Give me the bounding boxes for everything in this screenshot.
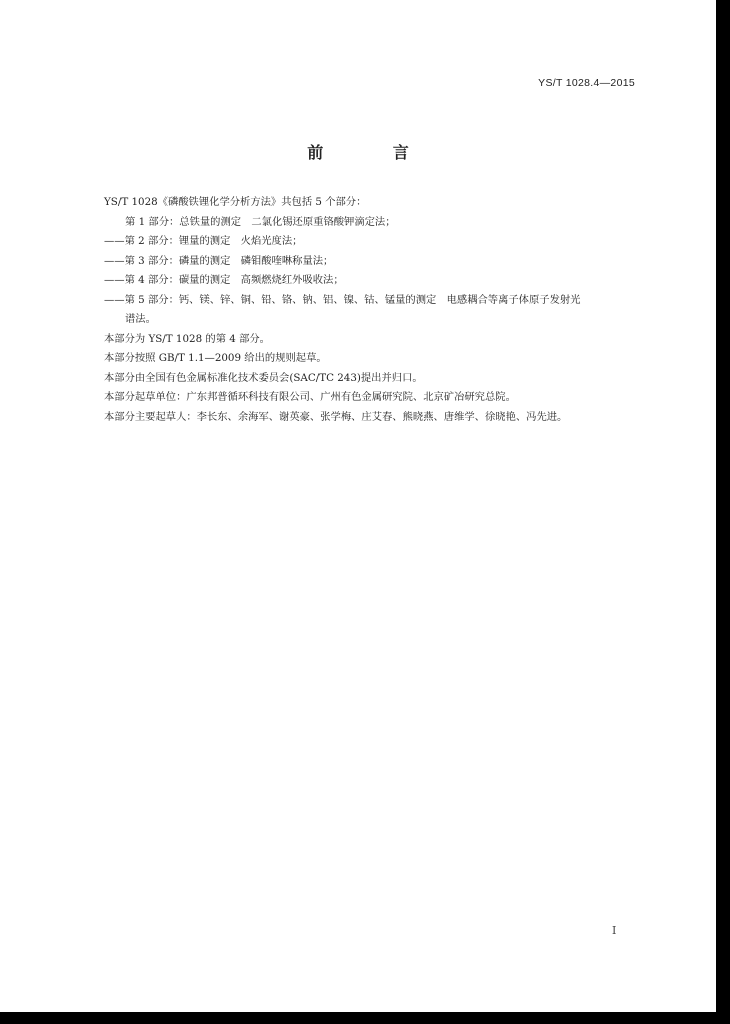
document-code: YS/T 1028.4—2015 (538, 77, 635, 89)
paragraph-proposer: 本部分由全国有色金属标准化技术委员会(SAC/TC 243)提出并归口。 (104, 371, 423, 384)
paragraph-drafters: 本部分主要起草人：李长东、余海军、谢英豪、张学梅、庄艾春、熊晓燕、唐维学、徐晓艳、冯先进。 (104, 410, 568, 423)
paragraph-intro: YS/T 1028《磷酸铁锂化学分析方法》共包括 5 个部分： (104, 196, 367, 208)
list-item-part-1: 第 1 部分：总铁量的测定 二氯化锡还原重铬酸钾滴定法； (125, 215, 396, 228)
paragraph-part-statement: 本部分为 YS/T 1028 的第 4 部分。 (104, 332, 270, 345)
page-number: I (612, 924, 617, 937)
paragraph-drafting-rules: 本部分按照 GB/T 1.1—2009 给出的规则起草。 (104, 352, 327, 364)
list-item-part-3: ——第 3 部分：磷量的测定 磷钼酸喹啉称量法； (104, 254, 334, 267)
list-item-part-4: ——第 4 部分：碳量的测定 高频燃烧红外吸收法； (104, 274, 344, 286)
foreword-body (104, 193, 640, 427)
page-title: 前 言 (307, 143, 441, 162)
list-item-part-5: ——第 5 部分：钙、镁、锌、铜、铅、铬、钠、铝、镍、钴、锰量的测定 电感耦合等离子体原子发射光 (104, 293, 581, 306)
list-item-part-2: ——第 2 部分：锂量的测定 火焰光度法； (104, 235, 303, 247)
paragraph-drafting-units: 本部分起草单位：广东邦普循环科技有限公司、广州有色金属研究院、北京矿冶研究总院。 (104, 391, 516, 403)
list-item-part-5-continuation: 谱法。 (125, 313, 156, 325)
